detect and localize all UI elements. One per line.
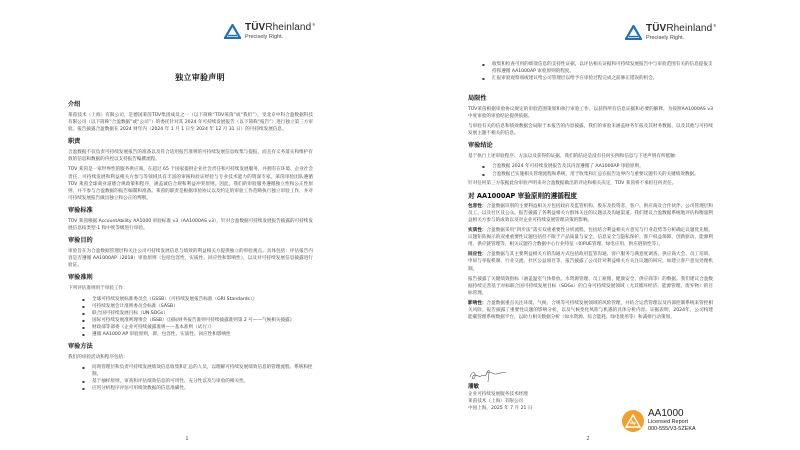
list-item: ▪ 合盈数据已实施相关管理流程和系统，用于收集和汇总在报告边界内与重要议题有关的关键绩效数据。 (482, 171, 713, 178)
responsiveness-paragraph: 回应性：合盈数据与其主要利益相关方的沟通方式包括政府监管沟通、客户服务与满意度调查、供应商大会、员工培训、申诉与举报机制、行业交流、社区公益项目等，报告披露了公司针对利益相关方关注议题的回应，如建立客户意见处理机制。 (468, 252, 713, 272)
list-item: ▪ 收集和检查可用的绩效信息的支持性证据，以评估相关证据和可持续发展报告中与审验范围有关的信息提报支持和遵循 AA1000AP 审验原则的程度。 (482, 61, 713, 75)
logo-tagline: Precisely Right. (245, 34, 284, 40)
intro-text: 莱茵技术（上海）有限公司，是德国莱茵TÜV集团成员之一（以下简称“TÜV莱茵”或“我们”），受北京中科合盈数据科技有限公司（以下简称“合盈数据”或“公司”）的委托针对其 2024 年可持续发展报告（以下简称“报告”）进行独立第三方审验。报告披露合盈数据在 2024 财年内（2024 年 1 月 1 日至 2024 年 12 月 31 日）的可持续发展信息。 (68, 113, 313, 133)
aa1000-licensed-badge (622, 409, 696, 432)
list-item: ▪ 应用分析程序评估可用绩效数据的信息准确性。 (82, 385, 313, 392)
section-heading-conclusion: 审验结论 (468, 142, 493, 150)
signatory-title: 企业可持续发展服务技术经理 (468, 392, 528, 397)
aa1000-emblem-icon (622, 410, 644, 432)
criteria-list (82, 296, 313, 339)
responsiveness-paragraph-2: 报告披露了关键绩效指标（涵盖温室气体排放、水资源管理、员工雇佣、健康安全、供应商等）的数据。我们建议合盈数据持续完善基于对标联合国可持续发展目标（SDGs）的自身可持续发展领域（尤其循环经济、能源管理、废弃物）的目标管理。 (468, 276, 713, 296)
tuv-rheinland-logo (224, 23, 315, 41)
section-heading-limitations: 局限性 (468, 95, 487, 102)
limitations-text-2: 与审验有关的信息和绩效数据会局限于本报告的内容披露。我们的审验未涵盖财务年报及其财务数据，以及其他与可持续发展主题不相关的信息。 (468, 124, 713, 137)
page-1-body (68, 96, 313, 395)
signatory-place-date: 中国上海，2025 年 7 月 21 日 (468, 406, 533, 411)
list-item: ▪ 遵循 AA1000 AP 审验原则，即，包容性、实质性、回应性和影响性 (82, 331, 313, 338)
conclusion-intro: 基于执行上述审验程序、方法以及获得的证据，我们的结论是没有任何实例和信息与下述声明有所抵触： (468, 154, 680, 160)
badge-title: AA1000 (648, 408, 684, 419)
standard-text: TÜV 莱茵根据 AccountAbility AA1000 审验标准 v3（AA1000AS v3），针对合盈数据可持续发展报告披露的可持续发展信息按类型-1 和中度等级进行审验。 (68, 218, 313, 232)
list-item: ▪ 汇报审验观察项或建议给公司管理层以给予在审验过程完成之前修正错误的机会。 (482, 75, 713, 82)
signature-block (468, 365, 533, 412)
badge-subtitle: Licensed Report (648, 419, 689, 425)
section-heading-intro: 介绍 (68, 101, 81, 108)
list-item: ▪ 合盈数据 2024 年可持续发展报告及其内容遵循了 AA1000AP 审验原则。 (482, 163, 713, 170)
list-item: ▪ 问询管理层和负责可持续发展绩效信息收集和汇总的人员，以理解可持续发展绩效信息的管理流程、系统和控制。 (82, 364, 313, 378)
conclusion-list (482, 163, 713, 177)
document-page-2 (400, 0, 800, 450)
signatory-name: 潘敏 (468, 384, 480, 390)
section-heading-responsibility: 职责 (68, 138, 81, 146)
list-item: ▪ 基于抽样原则，审查和评估绩效信息的可用性、充分性以及与审验的相关性。 (82, 378, 313, 385)
tuv-triangle-icon (224, 24, 241, 39)
continued-method-list (468, 61, 713, 84)
badge-license-code: 000-555/V3-5ZEKA (648, 425, 696, 432)
logo-brand: TÜVRheinland® (245, 22, 316, 33)
responsibility-text-1: 合盈数据不仅负责可持续发展报告的准备以及符合适用报告准则的可持续发展信息收集与提报，而且有义务落实和维护有效的信息和数据的内控以支持报告编撰流程。 (68, 150, 313, 163)
page-number: 2 (586, 436, 590, 442)
criteria-intro: 下列评估准则用于审验工作： (68, 286, 128, 292)
handwritten-signature-icon (468, 365, 508, 383)
page-number: 1 (185, 436, 189, 442)
inclusivity-paragraph: 包容性：合盈数据识别的主要利益相关方包括政府及监管机构、股东及投资者、客户、供应商及合作伙伴、公司管理层和员工、以及社区及公众。报告披露了各利益相关方群体关注的议题以及沟通渠道。我们建议合盈数据系统地评估和衡量利益相关方参与的成效以及对企业可持续发展管理决策的影响。 (468, 203, 713, 223)
logo-brand: TÜVRheinland® (646, 23, 717, 34)
list-item: ▪ 可持续发展会计准则委员会标准（SASB） (82, 303, 313, 310)
page-title: 独立审验声明 (175, 73, 225, 82)
page-2-body (468, 90, 713, 324)
section-heading-objective: 审验目的 (68, 237, 93, 245)
list-item: ▪ 全球可持续发展标准委员会（GSSB）《可持续发展报告标准（GRI Standards）》 (82, 296, 313, 303)
limitations-text-1: TÜV莱茵根据审验协议规定的审验范围策划和执行审验工作，以获得所有信息证据和必要的解释，为按照AA1000AS v3中度审验的审验结论提供依据。 (468, 107, 713, 120)
conclusion-disclaimer: 针对任何第三方依据此份审验声明来对合盈数据做出的评论和相关决定，TÜV 莱茵将不承担任何责任。 (468, 180, 677, 186)
logo-tagline: Precisely Right. (646, 35, 685, 41)
materiality-paragraph: 实质性：合盈数据采用“四步法”落实双重重要性分析流程，包括结合利益相关方意见与行业趋势等分析确定议题优先级。议题矩阵揭示的双重重要性议题包括但不限于产品质量与安全、信息安全与隐私保护、客户权益保障、创新驱动、能源利用、供应链管理等，相关议题符合数据中心行业特征（如PUE管理、绿电应用、供应链韧性等）。 (468, 228, 713, 248)
objective-text: 审验旨在为合盈数据管理层和关注公司可持续发展信息与绩效的利益相关方提供独立的审验观点。具体包括：评估报告内容是否遵循 AA1000AP（2018）审验原则（包括包容性、实质性、回应性和影响性），以及对可持续发展信息披露进行验证。 (68, 249, 313, 269)
section-heading-adherence: 对 AA1000AP 审验原则的遵循程度 (468, 191, 578, 200)
section-heading-standard: 审验标准 (68, 206, 93, 214)
method-intro: 我们的审验活动和程序包括： (68, 355, 128, 361)
tuv-triangle-icon (625, 25, 642, 40)
method-list (82, 364, 313, 392)
tuv-rheinland-logo (625, 24, 716, 42)
list-item: ▪ 国际可持续发展准则理事会（ISSB）《国际财务报告准则可持续披露准则第 2 号——气候相关披露》 (82, 317, 313, 324)
impact-paragraph: 影响性：合盈数据重点关注环境、气候、合规等可持续发展领域的风险管理，并结合运营管理以及内部控制系统来管控相关风险。报告披露了重要性议题的影响分析，以及气候变化风险与机遇的具体分析内容。证据表明，2024年，公司构建能碳管理系统数据平台，以助力相关数据分析（如水资源、综合能耗、绿电使用等）和减排行动策划。 (468, 300, 713, 321)
signatory-company: 莱茵技术（上海）有限公司 (468, 399, 524, 404)
section-heading-method: 审验方法 (68, 343, 93, 351)
section-heading-criteria: 审验准则 (68, 274, 93, 282)
list-item: ▪ 联合国可持续发展目标（UN SDGs） (82, 310, 313, 317)
responsibility-text-2: TÜV 莱茵是一家世界性的服务供应商，在超过 65 个国家提供企业社会责任和可持续发展服务，并拥有在环境、企业社会责任、可持续发展和利益相关方参与等领域具有丰富的审核和验证经验与专业技术能力的资深专家。莱茵审验团队遵循 TÜV 莱茵全球商业道德合规政策和程序，涵盖诚信合规和利益冲突原则。因此，我们的审验服务遵循独立性和公正性原则，并不参与合盈数据的报告编制和准备。莱茵的职责是根据审验协议以及约定的审验工作范畴执行独立审验工作，并对可持续发展报告做出独立和公正的判断。 (68, 167, 313, 201)
list-item: ▪ 财政部等部委《企业可持续披露准则——基本准则（试行）》 (82, 324, 313, 331)
